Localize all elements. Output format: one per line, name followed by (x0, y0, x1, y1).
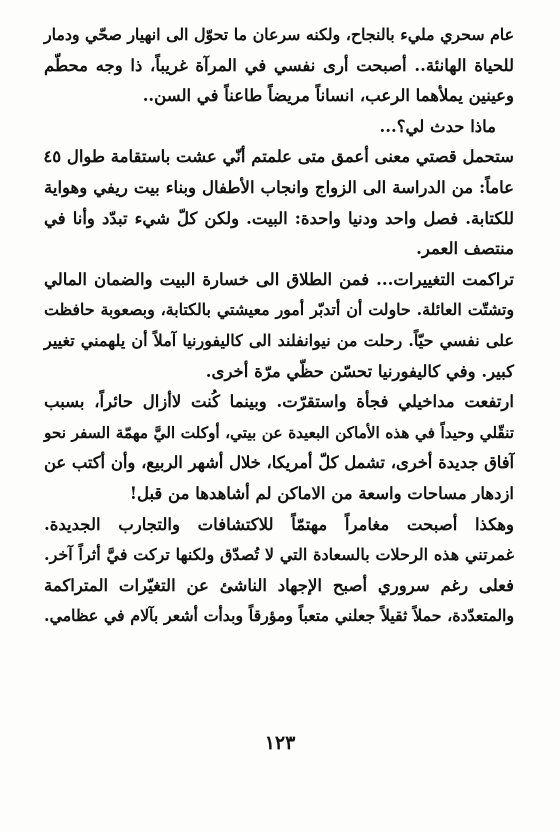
text-line: منتصف العمر. (416, 239, 514, 259)
text-line: ازدهار مساحات واسعة من الاماكن لم أشاهدها من قبل! (129, 483, 514, 503)
text-line: آفاق جديدة أخرى، تشمل كلّ أمريكا، خلال أشهر الربيع، وأن أكتب عن (44, 453, 514, 473)
text-line: للكتابة. فصل واحد ودنيا واحدة: البيت. ولكن كلّ شيء تبدّد وأنا في (44, 208, 514, 228)
text-line: غمرتني هذه الرحلات بالسعادة التي لا تُصدّق ولكنها تركت فيَّ أثراً آخر. (44, 545, 515, 565)
text-line: تراكمت التغييرات... فمن الطلاق الى خسارة البيت والضمان المالي (44, 269, 514, 289)
body-text (44, 20, 514, 632)
text-line: وعينين يملأهما الرعب، انساناً مريضاً طاعناً في السن.. (142, 86, 514, 106)
text-line: فعلى رغم سروري أصبح الإجهاد الناشئ عن التغيّرات المتراكمة (44, 575, 514, 595)
text-line: وهكذا أصبحت مغامراً مهتمّاً للاكتشافات والتجارب الجديدة. (44, 514, 514, 534)
text-line: على نفسي حيّاً. رحلت من نيوانفلند الى كاليفورنيا آملاً أن يلهمني تغيير (44, 330, 514, 350)
text-line: ماذا حدث لي؟... (379, 116, 496, 136)
text-line: للحياة الهانئة.. أصبحت أرى نفسي في المرآة غريباً، ذا وجه محطّم (44, 55, 514, 75)
page-number: ١٢٣ (264, 732, 296, 754)
text-line: ستحمل قصتي معنى أعمق متى علمتم أنّي عشت باستقامة طوال ٤٥ (43, 147, 514, 167)
text-line: عاماً: من الدراسة الى الزواج وانجاب الأطفال وبناء بيت ريفي وهواية (44, 177, 514, 197)
text-line: تنقّلي وحيداً في هذه الأماكن البعيدة عن بيتي، أوكلت اليَّ مهمّة السفر نحو (44, 423, 514, 442)
text-line: كبير. وفي كاليفورنيا تحسّن حظّي مرّة أخرى. (205, 361, 514, 381)
text-line: ارتفعت مداخيلي فجأة واستقرّت. وبينما كُنت لاأزال حائراً، بسبب (44, 392, 514, 412)
text-line: وتشتّت العائلة. حاولت أن أتدبّر أمور معيشتي بالكتابة، وبصعوبة حافظت (44, 300, 514, 320)
text-line: عام سحري مليء بالنجاح، ولكنه سرعان ما تحوّل الى انهيار صحّي ودمار (44, 25, 514, 44)
text-line: والمتعدّدة، حملاً ثقيلاً جعلني متعباً ومؤرقاً وبدأت أشعر بآلام في عظامي. (44, 606, 514, 626)
